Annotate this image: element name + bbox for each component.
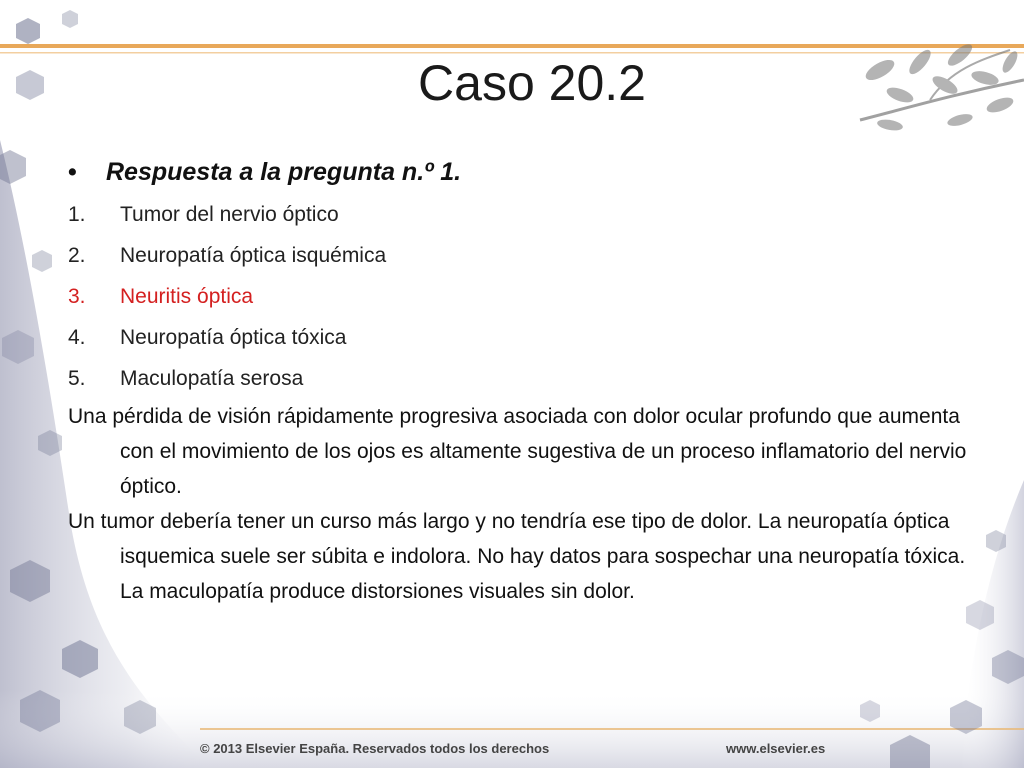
- top-accent-line-thin: [0, 52, 1024, 54]
- bottom-accent-line: [200, 728, 1024, 730]
- explanation-paragraph: Una pérdida de visión rápidamente progresiva asociada con dolor ocular profundo que aumenta con el movimiento de los ojos es altamente sugestiva de un proceso inflamatorio del nervio óptico.: [68, 405, 967, 498]
- bullet-dot-icon: •: [68, 158, 77, 186]
- slide-title: Caso 20.2: [418, 55, 646, 111]
- option-item: [68, 235, 968, 276]
- option-item: [68, 358, 968, 399]
- top-accent-line: [0, 44, 1024, 48]
- option-item: [68, 317, 968, 358]
- option-number: 4.: [68, 326, 86, 349]
- bullet-heading-text: Respuesta a la pregunta n.º 1.: [106, 158, 462, 186]
- option-text: Neuropatía óptica isquémica: [120, 244, 387, 267]
- footer-copyright: © 2013 Elsevier España. Reservados todos los derechos: [200, 741, 550, 756]
- option-number: 5.: [68, 367, 86, 390]
- option-item: [68, 194, 968, 235]
- option-text: Tumor del nervio óptico: [120, 203, 339, 226]
- answer-options-list: [68, 194, 968, 399]
- option-item-correct: [68, 276, 968, 317]
- option-number: 3.: [68, 285, 86, 308]
- option-text: Maculopatía serosa: [120, 367, 304, 390]
- option-number: 2.: [68, 244, 86, 267]
- bullet-heading: [68, 152, 968, 192]
- footer-url: www.elsevier.es: [726, 741, 826, 756]
- option-text: Neuritis óptica: [120, 285, 254, 308]
- option-number: 1.: [68, 203, 86, 226]
- option-text: Neuropatía óptica tóxica: [120, 326, 347, 349]
- explanation-paragraph: Un tumor debería tener un curso más largo y no tendría ese tipo de dolor. La neuropatía óptica isquemica suele ser súbita e indolora. No hay datos para sospechar una neuropatía tóxica. La maculopatía produce distorsiones visuales sin dolor.: [68, 510, 966, 603]
- slide-body: [68, 152, 968, 609]
